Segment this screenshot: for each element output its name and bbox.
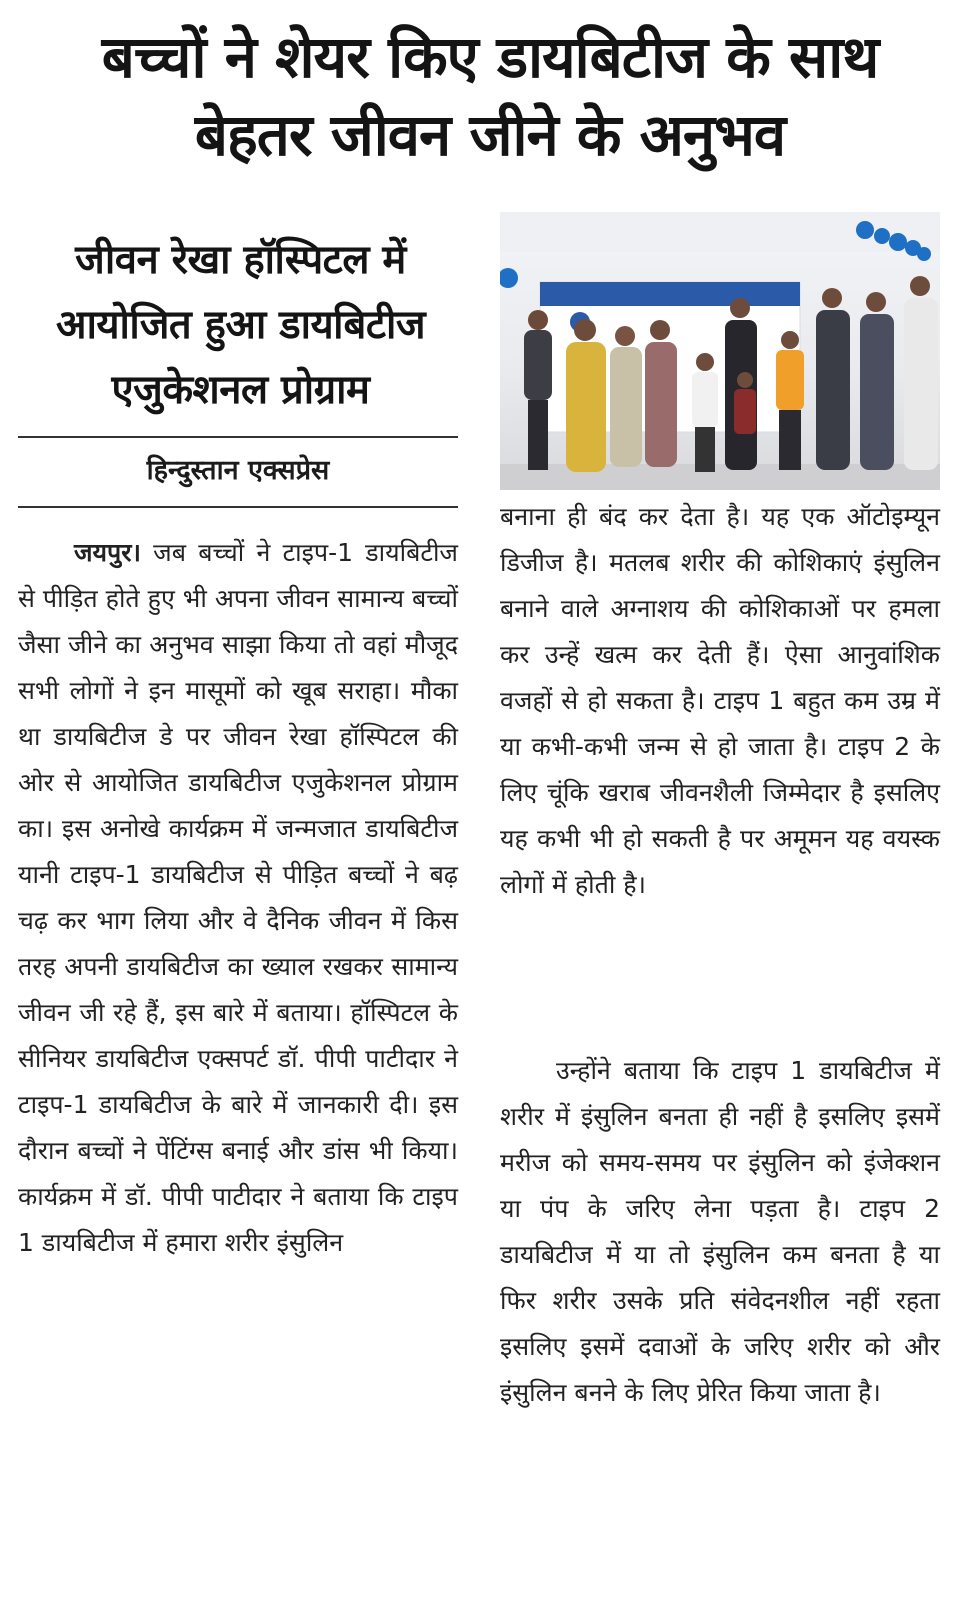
right-paragraph-2: उन्होंने बताया कि टाइप 1 डायबिटीज में शरीर में इंसुलिन बनता ही नहीं है इसलिए इसमें मरीज को समय-समय पर इंसुलिन को इंजेक्शन या पंप के जरिए लेना पड़ता है। टाइप 2 डायबिटीज में या तो इंसुलिन कम बनता है या फिर शरीर उसके प्रति संवेदनशील नहीं रहता इसलिए इसमें दवाओं के जरिए शरीर को और इंसुलिन बनने के लिए प्रेरित किया जाता है। xyxy=(500,1056,940,1407)
left-paragraph xyxy=(18,530,458,1266)
subheadline-line-3: एजुकेशनल प्रोग्राम xyxy=(111,367,370,413)
sub-headline xyxy=(18,228,463,423)
byline-top-rule xyxy=(18,436,458,438)
article-column-right-top xyxy=(500,494,940,908)
byline-bottom-rule xyxy=(18,506,458,508)
headline-line-2: बेहतर जीवन जीने के अनुभव xyxy=(194,101,786,169)
right-paragraph-1: बनाना ही बंद कर देता है। यह एक ऑटोइम्यून डिजीज है। मतलब शरीर की कोशिकाएं इंसुलिन बनाने वाले अग्नाशय की कोशिकाओं पर हमला कर उन्हें खत्म कर देती हैं। ऐसा आनुवांशिक वजहों से हो सकता है। टाइप 1 बहुत कम उम्र में या कभी-कभी जन्म से हो जाता है। टाइप 2 के लिए चूंकि खराब जीवनशैली जिम्मेदार है इसलिए यह कभी भी हो सकती है पर अमूमन यह वयस्क लोगों में होती है। xyxy=(500,502,940,899)
subheadline-line-1: जीवन रेखा हॉस्पिटल में xyxy=(75,237,406,283)
byline: हिन्दुस्तान एक्सप्रेस xyxy=(146,455,330,486)
event-photo-illustration xyxy=(500,212,940,490)
headline-line-1: बच्चों ने शेयर किए डायबिटीज के साथ xyxy=(101,23,879,91)
main-headline xyxy=(20,18,960,174)
article-column-left xyxy=(18,530,458,1266)
article-column-right-bottom xyxy=(500,1048,940,1416)
left-paragraph-text: जब बच्चों ने टाइप-1 डायबिटीज से पीड़ित होते हुए भी अपना जीवन सामान्य बच्चों जैसा जीने का अनुभव साझा किया तो वहां मौजूद सभी लोगों ने इन मासूमों को खूब सराहा। मौका था डायबिटीज डे पर जीवन रेखा हॉस्पिटल की ओर से आयोजित डायबिटीज एजुकेशनल प्रोग्राम का। इस अनोखे कार्यक्रम में जन्मजात डायबिटीज यानी टाइप-1 डायबिटीज से पीड़ित बच्चों ने बढ़ चढ़ कर भाग लिया और वे दैनिक जीवन में किस तरह अपनी डायबिटीज का ख्याल रखकर सामान्य जीवन जी रहे हैं, इस बारे में बताया। हॉस्पिटल के सीनियर डायबिटीज एक्सपर्ट डॉ. पीपी पाटीदार ने टाइप-1 डायबिटीज के बारे में जानकारी दी। इस दौरान बच्चों ने पेंटिंग्स बनाई और डांस भी किया। कार्यक्रम में डॉ. पीपी पाटीदार ने बताया कि टाइप 1 डायबिटीज में हमारा शरीर इंसुलिन xyxy=(18,538,458,1257)
dateline: जयपुर। xyxy=(74,538,141,567)
subheadline-line-2: आयोजित हुआ डायबिटीज xyxy=(55,302,426,348)
event-photo xyxy=(500,212,940,490)
